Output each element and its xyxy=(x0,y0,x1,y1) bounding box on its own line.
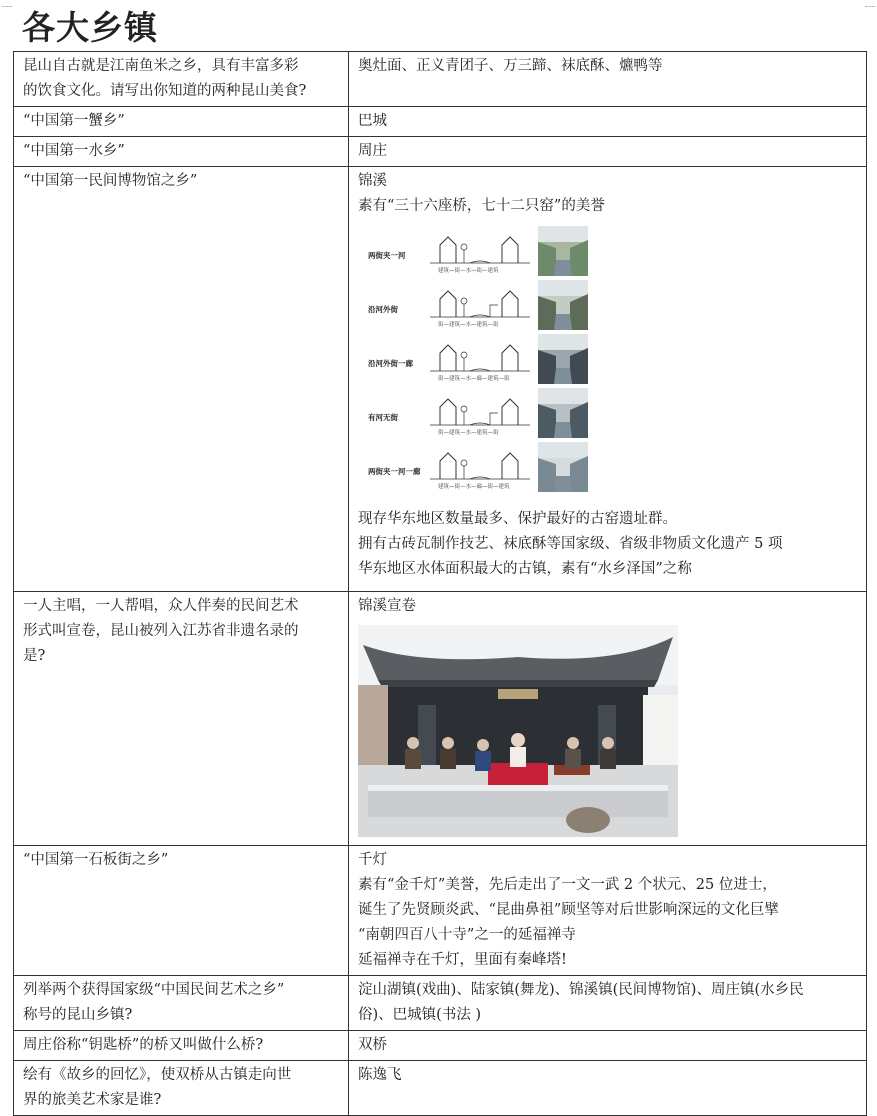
table-row xyxy=(14,976,867,1031)
diagram-row-label: 有河无街 xyxy=(368,413,398,422)
diagram-row xyxy=(368,283,588,331)
answer-cell xyxy=(349,107,867,137)
section-sketch xyxy=(430,391,530,429)
answer-cell xyxy=(349,592,867,846)
answer-cell xyxy=(349,167,867,592)
answer-line: 双桥 xyxy=(358,1037,387,1053)
answer-line: 奥灶面、正义青团子、万三蹄、袜底酥、爊鸭等 xyxy=(358,58,663,74)
question-cell xyxy=(14,107,349,137)
answer-line: 陈逸飞 xyxy=(358,1067,402,1083)
answer-line: 锦溪 xyxy=(358,173,387,189)
canal-photo xyxy=(538,388,588,438)
page-title: 各大乡镇 xyxy=(22,8,158,47)
answer-line: 诞生了先贤顾炎武、“昆曲鼻祖”顾坚等对后世影响深远的文化巨擘 xyxy=(358,902,779,918)
answer-line: 现存华东地区数量最多、保护最好的古窑遗址群。 xyxy=(358,511,677,527)
answer-cell xyxy=(349,846,867,976)
question-line: 形式叫宣卷，昆山被列入江苏省非遗名录的 xyxy=(23,623,299,639)
answer-cell xyxy=(349,1031,867,1061)
question-cell xyxy=(14,1031,349,1061)
question-line: “中国第一蟹乡” xyxy=(23,113,125,129)
answer-line: 华东地区水体面积最大的古镇，素有“水乡泽国”之称 xyxy=(358,561,692,577)
question-line: 是? xyxy=(23,648,46,664)
diagram-row-label: 沿河外街一廊 xyxy=(368,359,413,368)
answer-line: 素有“三十六座桥，七十二只窑”的美誉 xyxy=(358,198,605,214)
diagram-row xyxy=(368,391,588,439)
answer-line: 淀山湖镇(戏曲)、陆家镇(舞龙)、锦溪镇(民间博物馆)、周庄镇(水乡民 xyxy=(358,982,804,998)
question-cell xyxy=(14,137,349,167)
question-line: 界的旅美艺术家是谁? xyxy=(23,1092,162,1108)
answer-line: 周庄 xyxy=(358,143,387,159)
answer-line: 千灯 xyxy=(358,852,387,868)
answer-cell xyxy=(349,137,867,167)
towns-table xyxy=(13,51,867,1116)
diagram-row-caption: 建筑—街—水—廊—街—建筑 xyxy=(438,484,510,490)
question-cell xyxy=(14,167,349,592)
corner-mark xyxy=(865,0,875,7)
diagram-row-caption: 街—建筑—水—廊—建筑—街 xyxy=(438,376,510,382)
question-line: “中国第一石板街之乡” xyxy=(23,852,169,868)
canal-photo xyxy=(538,226,588,276)
canal-photo xyxy=(538,334,588,384)
diagram-row xyxy=(368,445,588,493)
answer-line: 拥有古砖瓦制作技艺、袜底酥等国家级、省级非物质文化遗产 5 项 xyxy=(358,536,783,552)
question-cell xyxy=(14,1061,349,1116)
table-row xyxy=(14,1031,867,1061)
question-line: 周庄俗称“钥匙桥”的桥又叫做什么桥? xyxy=(23,1037,264,1053)
question-line: 列举两个获得国家级“中国民间艺术之乡” xyxy=(23,982,285,998)
table-row xyxy=(14,52,867,107)
answer-cell xyxy=(349,976,867,1031)
question-line: 一人主唱，一人帮唱，众人伴奏的民间艺术 xyxy=(23,598,299,614)
corner-mark xyxy=(2,0,12,7)
answer-line: 延福禅寺在千灯，里面有秦峰塔! xyxy=(358,952,567,968)
answer-cell xyxy=(349,52,867,107)
section-sketch xyxy=(430,283,530,321)
canal-photo xyxy=(538,280,588,330)
answer-cell xyxy=(349,1061,867,1116)
question-line: “中国第一民间博物馆之乡” xyxy=(23,173,198,189)
diagram-row-label: 两街夹一河一廊 xyxy=(368,467,421,476)
question-cell xyxy=(14,976,349,1031)
question-line: 的饮食文化。请写出你知道的两种昆山美食? xyxy=(23,83,307,99)
table-row xyxy=(14,846,867,976)
diagram-row-label: 两街夹一河 xyxy=(368,251,406,260)
diagram-row xyxy=(368,229,588,277)
table-row xyxy=(14,167,867,592)
table-row xyxy=(14,592,867,846)
diagram-row-caption: 街—建筑—水—建筑—街 xyxy=(438,322,499,328)
answer-line: 俗)、巴城镇(书法 ) xyxy=(358,1007,482,1023)
answer-line: 素有“金千灯”美誉，先后走出了一文一武 2 个状元、25 位进士， xyxy=(358,877,777,893)
table-row xyxy=(14,137,867,167)
question-line: 称号的昆山乡镇? xyxy=(23,1007,133,1023)
diagram-row-caption: 建筑—街—水—街—建筑 xyxy=(438,268,499,274)
question-line: “中国第一水乡” xyxy=(23,143,125,159)
question-line: 绘有《故乡的回忆》，使双桥从古镇走向世 xyxy=(23,1067,292,1083)
street-river-layout-diagram xyxy=(368,229,588,499)
diagram-row xyxy=(368,337,588,385)
xuanjuan-performance-photo xyxy=(358,625,678,837)
canal-photo xyxy=(538,442,588,492)
question-line: 昆山自古就是江南鱼米之乡，具有丰富多彩 xyxy=(23,58,299,74)
diagram-row-label: 沿河外街 xyxy=(368,305,398,314)
section-sketch xyxy=(430,337,530,375)
answer-line: 锦溪宣卷 xyxy=(358,598,416,614)
table-row xyxy=(14,1061,867,1116)
section-sketch xyxy=(430,229,530,267)
question-cell xyxy=(14,592,349,846)
diagram-row-caption: 街—建筑—水—建筑—街 xyxy=(438,430,499,436)
answer-line: “南朝四百八十寺”之一的延福禅寺 xyxy=(358,927,576,943)
question-cell xyxy=(14,52,349,107)
answer-line: 巴城 xyxy=(358,113,387,129)
table-row xyxy=(14,107,867,137)
question-cell xyxy=(14,846,349,976)
section-sketch xyxy=(430,445,530,483)
